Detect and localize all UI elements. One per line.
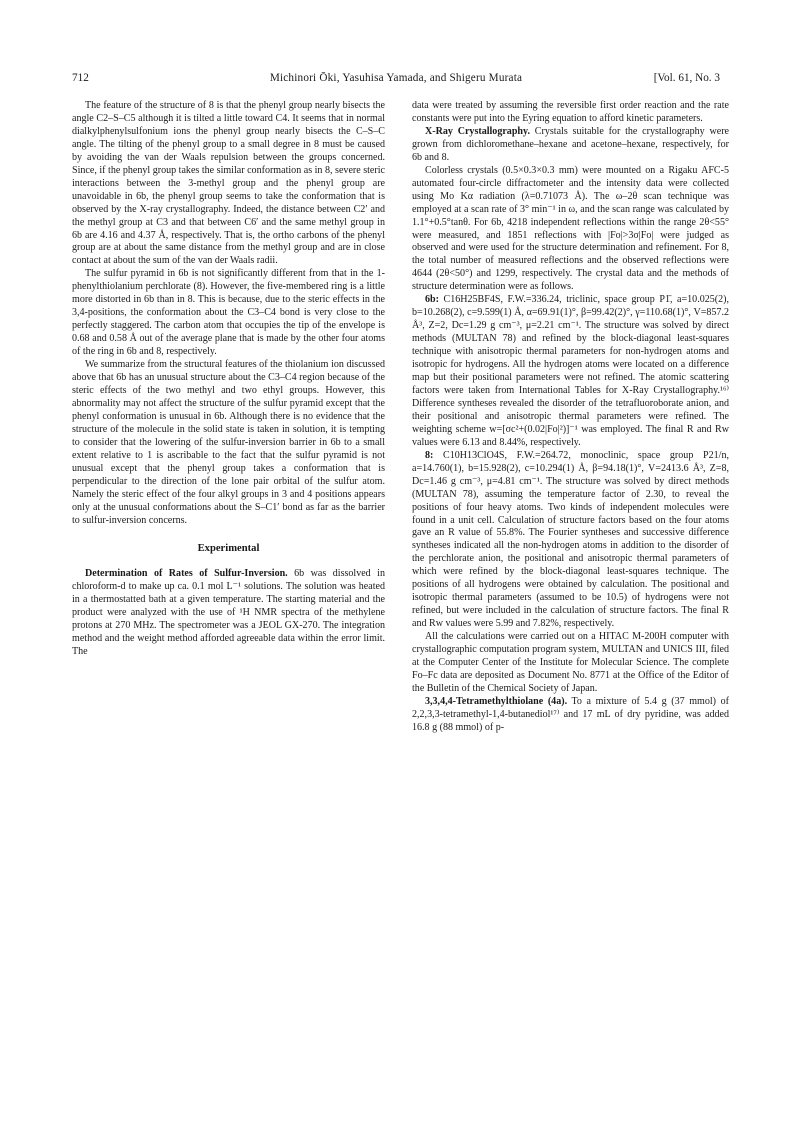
paragraph: data were treated by assuming the reversible first order reaction and the rate constants were put into the Eyring equation to afford kinetic parameters. bbox=[412, 100, 729, 124]
paragraph: We summarize from the structural features of the thiolanium ion discussed above that 6b has an unusual structure about the C3–C4 region because of the steric effects of the two methyl and two ethyl groups. However, this abnormality may not affect the structure of the sulfur pyramid except that the phenyl conformation is unusual in 6b. Although there is no evidence that the structure of the molecule in the solid state is taken in solution, it is tempting to consider that the lowering of the sulfur-inversion barrier in 6b to a small extent relative to 1 is ascribable to the fact that the sulfur pyramid is not unusual except that the phenyl group takes a conformation that is perpendicular to the direction of the lone pair orbital of the sulfur atom. Namely the steric effect of the four alkyl groups in 3 and 4 positions appears only at the unusual conformations about the S–C1′ bond as far as the barrier to sulfur-inversion concerns. bbox=[72, 359, 385, 526]
running-header bbox=[72, 72, 720, 88]
paragraph bbox=[412, 450, 729, 631]
paragraph: The feature of the structure of 8 is that the phenyl group nearly bisects the angle C2–S–C5 although it is tilted a little toward C4. It seems that in normal dialkylphenylsulfonium ions the phenyl group nearly bisects the C–S–C angle. The tilting of the phenyl group to a small degree in 8 must be caused by avoiding the van der Waals repulsion between the groups concerned. Since, if the phenyl group takes the similar conformation as in 8, severe steric interactions between the 3-methyl group and the phenyl group are unavoidable in 6b, the phenyl group seems to take the conformation that is observed by the X-ray crystallography. Indeed, the distance between C2′ and the methyl group at C3 and that between C6′ and the same methyl group in 6b are 4.16 and 4.37 Å, respectively. That is, the ortho carbons of the phenyl group are at about the same distance from the methyl group and are in close contact at about the sum of the van der Waals radii. bbox=[72, 100, 385, 267]
paragraph-text: To a mixture of 5.4 g (37 mmol) of 2,2,3,3-tetramethyl-1,4-butanediol¹⁷⁾ and 17 mL of dry pyridine, was added 16.8 g (88 mmol) of p- bbox=[412, 695, 729, 733]
run-in-heading: 8: bbox=[425, 449, 434, 461]
right-column bbox=[412, 100, 729, 735]
paragraph-text: Crystals suitable for the crystallography were grown from dichloromethane–hexane and acetone–hexane, respectively, for 6b and 8. bbox=[412, 125, 729, 163]
running-header-authors: Michinori Ōki, Yasuhisa Yamada, and Shigeru Murata bbox=[269, 72, 523, 84]
left-column bbox=[72, 100, 385, 659]
run-in-heading: Determination of Rates of Sulfur-Inversion. bbox=[85, 568, 288, 580]
paragraph: All the calculations were carried out on a HITAC M-200H computer with crystallographic computation program system, MULTAN and UNICS III, filed at the Computer Center of the Institute for Molecular Science. The complete Fo–Fc data are deposited as Document No. 8771 at the Office of the Editor of the Bulletin of the Chemical Society of Japan. bbox=[412, 631, 729, 694]
paragraph-text: C10H13ClO4S, F.W.=264.72, monoclinic, space group P21/n, a=14.760(1), b=15.928(2), c=10.294(1) Å, β=94.18(1)°, V=2413.6 Å³, Z=8, Dc=1.46 g cm⁻³, μ=4.81 cm⁻¹. The structure was solved by direct methods (MULTAN 78), assuming the temperature factor of 2.30, to reveal the positions of four heavy atoms. Two kinds of independent molecules were found in a unit cell. Calculation of structure factors based on the four atoms gave an R value of 55.8%. The Fourier syntheses and successive difference syntheses indicated all the non-hydrogen atoms in addition to the disorder of the perchlorate anion, the positional and anisotropic thermal parameters of which were refined by the block-diagonal least-squares technique. The positions of all hydrogens were obtained by calculation. The positional and isotropic thermal parameters (assumed to be 10.5) of hydrogens were not refined, but were included in the calculation of structure factors. The final R and Rw values were 5.99 and 7.82%, respectively. bbox=[412, 449, 729, 630]
run-in-heading: 3,3,4,4-Tetramethylthiolane (4a). bbox=[425, 695, 568, 707]
paragraph: Colorless crystals (0.5×0.3×0.3 mm) were mounted on a Rigaku AFC-5 automated four-circle diffractometer and the intensity data were collected using Mo Kα radiation (λ=0.71073 Å). The ω–2θ scan technique was employed at a scan rate of 3° min⁻¹ in ω, and the scan range was calculated by 1.1°+0.5°tanθ. For 6b, 4218 independent reflections within the range 2θ<55° were measured, and 1851 reflections with |Fo|>3σ|Fo| were judged as observed and were used for the structure determination and refinement. For 8, the total number of measured reflections and the observed reflections were 4644 (2θ<50°) and 1299, respectively. The crystal data and the methods of structure determination were as follows. bbox=[412, 164, 729, 293]
page-number: 712 bbox=[72, 72, 89, 84]
run-in-heading: X-Ray Crystallography. bbox=[425, 125, 530, 137]
section-heading: Experimental bbox=[197, 543, 260, 555]
run-in-heading: 6b: bbox=[425, 294, 439, 306]
paragraph bbox=[72, 568, 385, 659]
journal-volume: [Vol. 61, No. 3 bbox=[653, 72, 720, 84]
paragraph bbox=[412, 126, 729, 165]
paragraph: The sulfur pyramid in 6b is not significantly different from that in the 1-phenylthiolanium perchlorate (8). However, the five-membered ring is a little more distorted in 6b than in 8. This is because, due to the steric effects in the 3,4-positions, the conformation about the C3–C4 bond is very close to the perfectly staggered. The carbon atom that occupies the tip of the envelope is 0.68 and 0.58 Å out of the average plane that is made by the other four atoms of the ring in 6b and 8, respectively. bbox=[72, 268, 385, 358]
paragraph-text: 6b was dissolved in chloroform-d to make up ca. 0.1 mol L⁻¹ solutions. The solution was heated in a thermostatted bath at a given temperature. The starting material and the product were analyzed with the use of ¹H NMR spectra of the methylene protons at 270 MHz. The spectrometer was a JEOL GX-270. The integration method and the weight method afforded agreeable data within the error limit. The bbox=[72, 568, 385, 658]
paragraph bbox=[412, 696, 729, 735]
paragraph-text: C16H25BF4S, F.W.=336.24, triclinic, space group P1̄, a=10.025(2), b=10.268(2), c=9.599(1) Å, α=69.91(1)°, β=99.42(2)°, γ=110.68(1)°, V=857.2 Å³, Z=2, Dc=1.29 g cm⁻³, μ=2.21 cm⁻¹. The structure was solved by direct methods (MULTAN 78) and refined by the block-diagonal least-squares technique with anisotropic thermal parameters for non-hydrogen atoms and isotropic for hydrogens. All the hydrogen atoms were located on a difference map but their positional parameters were not refined. The atomic scattering factors were taken from International Tables for X-Ray Crystallography.¹⁶⁾ Difference syntheses revealed the disorder of the tetrafluoroborate anion, and their positional and anisotropic thermal parameters were refined. The weighting scheme w=[σc²+(0.02|Fo|²)]⁻¹ was employed. The final R and Rw values were 6.13 and 8.44%, respectively. bbox=[412, 294, 729, 448]
paragraph bbox=[412, 294, 729, 449]
